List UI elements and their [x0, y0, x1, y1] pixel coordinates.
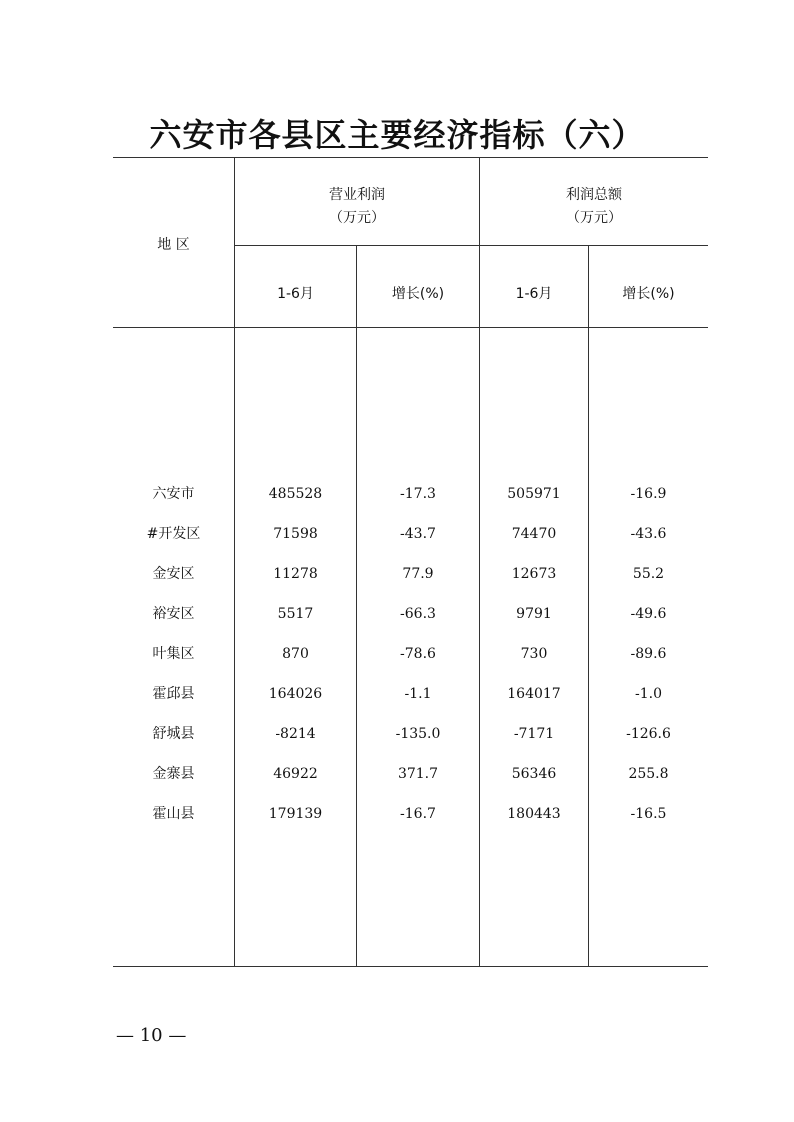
total-growth-cell: -49.6 [630, 606, 667, 622]
total-profit-cell: 505971 [507, 486, 561, 502]
header-total-period: 1-6月 [515, 286, 553, 302]
op-growth-cell: 371.7 [397, 766, 439, 782]
table-row [0, 684, 794, 704]
table-row [0, 484, 794, 504]
region-cell: 霍山县 [152, 806, 195, 822]
page-title: 六安市各县区主要经济指标（六） [149, 116, 645, 154]
region-cell: 舒城县 [152, 726, 195, 742]
op-growth-cell: -16.7 [400, 806, 436, 822]
header-op-period: 1-6月 [277, 286, 314, 302]
table-row [0, 564, 794, 584]
header-region: 地 区 [157, 237, 190, 253]
total-growth-cell: -89.6 [630, 646, 667, 662]
region-cell: 裕安区 [152, 606, 195, 622]
total-growth-cell: -16.9 [630, 486, 667, 502]
op-profit-cell: 5517 [277, 606, 314, 622]
header-op-profit-unit: （万元） [329, 210, 385, 226]
region-cell: 金安区 [152, 566, 195, 582]
header-group-divider [235, 245, 708, 246]
table-row [0, 524, 794, 544]
region-cell: #开发区 [146, 526, 201, 542]
header-op-growth: 增长(%) [391, 286, 445, 302]
op-profit-cell: 71598 [273, 526, 318, 542]
total-growth-cell: -126.6 [626, 726, 671, 742]
region-cell: 叶集区 [152, 646, 195, 662]
op-growth-cell: -17.3 [400, 486, 436, 502]
op-growth-cell: -135.0 [395, 726, 441, 742]
op-growth-cell: 77.9 [402, 566, 434, 582]
total-growth-cell: 55.2 [632, 566, 665, 582]
table-row [0, 724, 794, 744]
total-profit-cell: 164017 [507, 686, 561, 702]
op-profit-cell: -8214 [275, 726, 316, 742]
total-growth-cell: -1.0 [635, 686, 662, 702]
op-profit-cell: 485528 [268, 486, 323, 502]
op-growth-cell: -43.7 [400, 526, 436, 542]
table-row [0, 644, 794, 664]
op-growth-cell: -1.1 [404, 686, 432, 702]
total-growth-cell: -43.6 [630, 526, 667, 542]
op-profit-cell: 164026 [268, 686, 323, 702]
table-top-rule [113, 157, 708, 158]
total-profit-cell: 56346 [511, 766, 557, 782]
header-total-growth: 增长(%) [622, 286, 675, 302]
header-total-profit-name: 利润总额 [566, 187, 622, 203]
total-growth-cell: 255.8 [628, 766, 669, 782]
total-profit-cell: 730 [520, 646, 548, 662]
op-profit-cell: 11278 [273, 566, 318, 582]
col-divider-region [234, 157, 235, 967]
header-bottom-rule [113, 327, 708, 328]
table-row [0, 764, 794, 784]
table-row [0, 804, 794, 824]
header-total-profit-unit: （万元） [566, 210, 622, 226]
op-growth-cell: -66.3 [400, 606, 436, 622]
total-growth-cell: -16.5 [630, 806, 667, 822]
op-profit-cell: 870 [282, 646, 309, 662]
region-cell: 金寨县 [152, 766, 195, 782]
op-growth-cell: -78.6 [400, 646, 436, 662]
total-profit-cell: 180443 [507, 806, 561, 822]
col-divider-group [479, 157, 480, 967]
total-profit-cell: 9791 [516, 606, 552, 622]
header-op-profit-name: 营业利润 [329, 187, 385, 203]
op-profit-cell: 46922 [273, 766, 318, 782]
page-number: — 10 — [116, 1025, 187, 1046]
total-profit-cell: -7171 [513, 726, 555, 742]
total-profit-cell: 74470 [511, 526, 557, 542]
total-profit-cell: 12673 [511, 566, 557, 582]
region-cell: 霍邱县 [152, 686, 195, 702]
op-profit-cell: 179139 [268, 806, 323, 822]
table-row [0, 604, 794, 624]
table-bottom-rule [113, 966, 708, 967]
region-cell: 六安市 [152, 486, 195, 502]
